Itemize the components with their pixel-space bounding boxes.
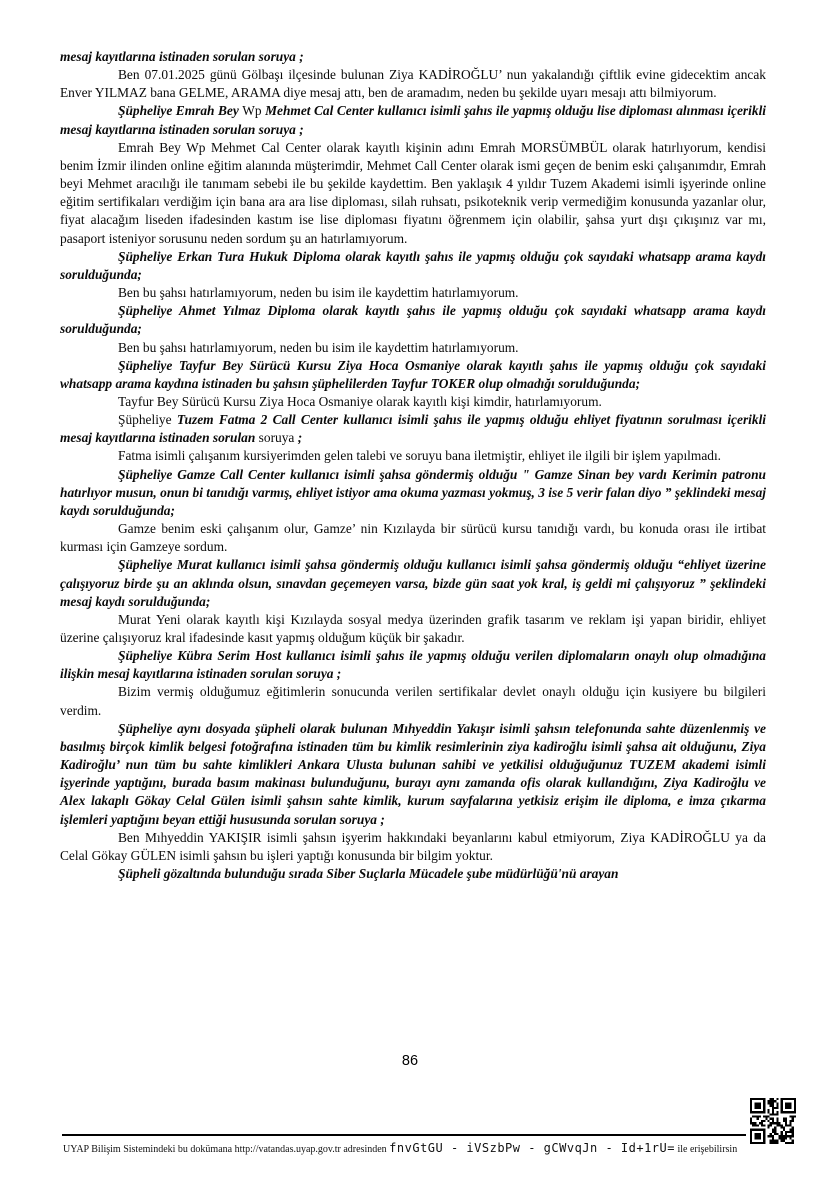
qr-code	[750, 1098, 796, 1144]
text-run: Şüpheliye Gamze Call Center kullanıcı isimli şahsa göndermiş olduğu " Gamze Sinan bey vardı Kerimin patronu hatırlıyor musun, onun bi tanıdığı varmış, ehliyet istiyor ama okuma yazması yokmuş, 3 ise 5 verir falan diyo ” şeklindeki mesaj kaydı sorulduğunda;	[60, 466, 766, 518]
text-run: Fatma isimli çalışanım kursiyerimden gelen talebi ve soruyu bana iletmiştir, ehliyet ile ilgili bir işlem yapılmadı.	[118, 448, 722, 464]
text-run: Şüpheliye Murat kullanıcı isimli şahsa göndermiş olduğu kullanıcı isimli şahsa göndermiş olduğu “ehliyet üzerine çalışıyoruz birde şu an aklında olsun, sınavdan geçemeyen varsa, bizde gün saat yok kral, iş geldi mi çalışıyoruz ” şeklindeki mesaj kaydı sorulduğunda;	[60, 557, 766, 609]
text-run: Şüpheliye Erkan Tura Hukuk Diploma olarak kayıtlı şahıs ile yapmış olduğu çok sayıdaki whatsapp arama kaydı sorulduğunda;	[60, 248, 766, 282]
answer-paragraph	[60, 139, 766, 248]
text-run: Tayfur Bey Sürücü Kursu Ziya Hoca Osmaniye olarak kayıtlı kişi kimdir, hatırlamıyorum.	[118, 393, 602, 409]
text-run: Ben Mıhyeddin YAKIŞIR isimli şahsın işyerim hakkındaki beyanlarını kabul etmiyorum, Ziya KADİROĞLU ya da Celal Gökay GÜLEN isimli şahsın bu işleri yaptığı konusunda bir bilgim yoktur.	[60, 829, 766, 863]
question-heading	[60, 647, 766, 683]
text-run: Tuzem Fatma 2 Call Center kullanıcı isimli şahıs ile yapmış olduğu ehliyet fiyatının sorulması içerikli mesaj kayıtlarına istinaden sorulan	[60, 412, 767, 446]
footer-access-code: fnvGtGU - iVSzbPw - gCWvqJn - Id+1rU=	[389, 1141, 675, 1155]
answer-paragraph	[60, 393, 766, 411]
text-run: Gamze benim eski çalışanım olur, Gamze’ nin Kızılayda bir sürücü kursu tanıdığı vardı, bu konuda orası ile irtibat kurması için Gamzeye sordum.	[60, 521, 766, 555]
text-run: ;	[297, 430, 303, 446]
text-run: Şüpheliye Kübra Serim Host kullanıcı isimli şahıs ile yapmış olduğu verilen diplomaların onaylı olup olmadığına ilişkin mesaj kayıtlarına istinaden sorulan soruya ;	[60, 648, 766, 682]
answer-paragraph	[60, 447, 766, 465]
text-run: Şüpheliye aynı dosyada şüpheli olarak bulunan Mıhyeddin Yakışır isimli şahsın telefonunda sahte düzenlenmiş ve basılmış birçok kimlik belgesi fotoğrafına istinaden tüm bu kimlik resimlerinin ziya kadiroğlu isimli şahsa ait olduğunu, Ziya Kadiroğlu’ nun tüm bu sahte kimlikleri Ankara Ulusta bulunan sahibi ve yetkilisi olduğuğunuz TUZEM akademi isimli işyerinde yaptığını, burada basım makinası bulunduğunu, burayı aynı zamanda ofis olarak kullandığını, Ziya Kadiroğlu ve Alex lakaplı Gökay Celal Gülen isimli şahsın sahte kimlik, kurum sayfalarına yetkisiz erişim ile diploma, e imza çıkarma işlemleri yaptığını beyan ettiği hususunda sorulan soruya ;	[60, 720, 766, 827]
footer-divider	[62, 1134, 746, 1136]
text-run: Mehmet Cal Center kullanıcı isimli şahıs ile yapmış olduğu lise diploması alınması içerikli mesaj kayıtlarına istinaden sorulan soruya ;	[60, 103, 767, 137]
question-heading	[60, 357, 766, 393]
answer-paragraph	[60, 683, 766, 719]
answer-paragraph	[60, 339, 766, 357]
text-run: Şüpheliye	[118, 412, 177, 428]
question-heading	[60, 411, 766, 447]
text-run: Şüpheliye Tayfur Bey Sürücü Kursu Ziya Hoca Osmaniye olarak kayıtlı şahıs ile yapmış olduğu çok sayıdaki whatsapp arama kaydına istinaden bu şahsın şüphelilerden Tayfur TOKER olup olmadığı sorulduğunda;	[60, 357, 766, 391]
answer-paragraph	[60, 611, 766, 647]
text-run: Murat Yeni olarak kayıtlı kişi Kızılayda sosyal medya üzerinden grafik tasarım ve reklam işi yapan biridir, ehliyet üzerine çalışıyoruz kral ifadesinde kasıt yapmış olduğum küçük bir şakadır.	[60, 611, 766, 645]
question-heading	[60, 466, 766, 520]
page-number: 86	[401, 1053, 419, 1069]
text-run: soruya	[258, 430, 298, 446]
answer-paragraph	[60, 829, 766, 865]
answer-paragraph	[60, 66, 766, 102]
text-run: Şüpheliye Ahmet Yılmaz Diploma olarak kayıtlı şahıs ile yapmış olduğu çok sayıdaki whatsapp arama kaydı sorulduğunda;	[60, 303, 766, 337]
question-heading	[60, 248, 766, 284]
question-heading	[60, 556, 766, 610]
question-heading	[60, 720, 766, 829]
text-run: Ben bu şahsı hatırlamıyorum, neden bu isim ile kaydettim hatırlamıyorum.	[118, 285, 519, 301]
text-run: Şüpheli gözaltında bulunduğu sırada Siber Suçlarla Mücadele şube müdürlüğü'nü arayan	[118, 866, 619, 882]
question-heading	[60, 48, 766, 66]
text-run: Ben 07.01.2025 günü Gölbaşı ilçesinde bulunan Ziya KADİROĞLU’ nun yakalandığı çiftlik evine gidecektim ancak Enver YILMAZ bana GELME, ARAMA diye mesaj attı, ben de aramadım, neden bu şekilde uyarı mesajı attı bilmiyorum.	[60, 67, 766, 101]
document-body	[60, 48, 766, 883]
text-run: Şüpheliye Emrah Bey	[118, 103, 243, 119]
footer-prefix-text: UYAP Bilişim Sistemindeki bu dokümana http://vatandas.uyap.gov.tr adresinden	[63, 1144, 390, 1155]
text-run: Wp	[242, 103, 266, 119]
footer	[63, 1141, 753, 1155]
answer-paragraph	[60, 520, 766, 556]
footer-suffix-text: ile erişebilirsin	[674, 1144, 738, 1155]
question-heading	[60, 302, 766, 338]
question-heading	[60, 865, 766, 883]
text-run: Ben bu şahsı hatırlamıyorum, neden bu isim ile kaydettim hatırlamıyorum.	[118, 339, 519, 355]
question-heading	[60, 102, 766, 138]
answer-paragraph	[60, 284, 766, 302]
text-run: Emrah Bey Wp Mehmet Cal Center olarak kayıtlı kişinin adını Emrah MORSÜMBÜL olarak hatırlıyorum, kendisi benim İzmir ilinden online eğitim alanında müşterimdir, Mehmet Call Center olarak ismi geçen de benim eski çalışanımdır, Emrah beyi Mehmet aracılığı ile tanımam sebebi ile bu şekilde kaydettim. Ben yaklaşık 4 yıldır Tuzem Akademi isimli işyerinde online eğitim sertifikaları verdiğim için bana ara ara lise diploması, silah ruhsatı, psikoteknik verip vermediğim konusunda yazanlar olur, fiyat alacağım liseden ifadesinden kastım ise lise diploması fiyatını öğrenmem için olabilir, şahsa yurt dışı çıkışınız var mı, pasaport isteniyor sorusunu neden sordum şu an hatırlamıyorum.	[60, 139, 766, 246]
text-run: mesaj kayıtlarına istinaden sorulan soruya ;	[60, 49, 304, 64]
text-run: Bizim vermiş olduğumuz eğitimlerin sonucunda verilen sertifikalar devlet onaylı olduğu için kusiyere bu bilgileri verdim.	[60, 684, 766, 718]
